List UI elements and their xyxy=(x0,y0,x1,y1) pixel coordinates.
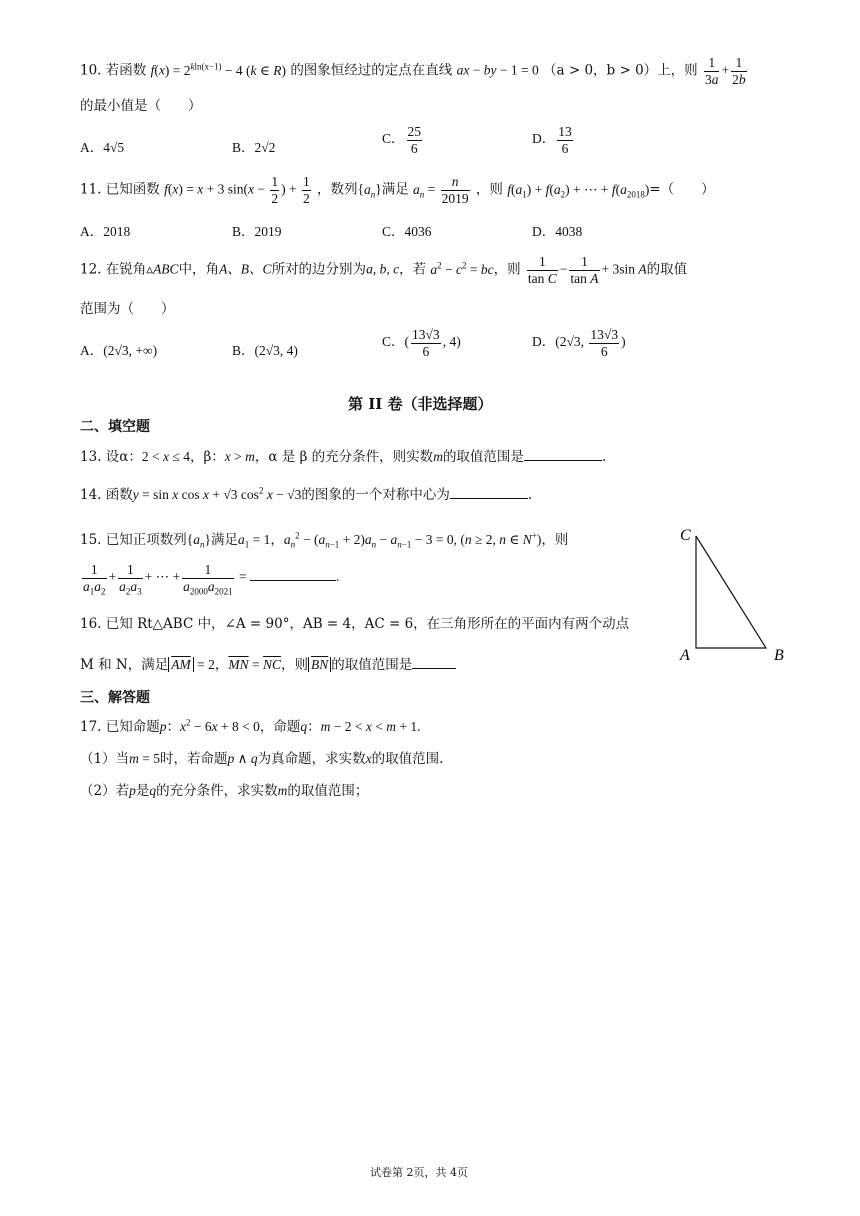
q13-line: 13. 设α：2 < x ≤ 4，β：x > m，α 是 β 的充分条件，则实数m的取值范围是 . xyxy=(80,445,606,465)
q10-fraction-2: $\frac{1}{2b}$ xyxy=(732,55,746,87)
part2-title: 第 II 卷（非选择题） xyxy=(348,395,493,413)
q16-answer-blank[interactable] xyxy=(412,654,456,669)
q16-line2: M 和 N，满足 $\overline{AM} = 2$，$\overline{MN} = \overline{NC}$，则 $\overline{BN}$ 的取值范围是 xyxy=(80,653,456,673)
q10-number: 10. xyxy=(80,62,102,79)
q11-option-a: A．2018 xyxy=(80,224,131,239)
q10-option-d: D． $\frac{13}{6}$ xyxy=(532,124,572,156)
right-triangle-figure xyxy=(676,522,796,668)
q10-text: 若函数 xyxy=(105,62,147,79)
q11-option-c: C．4036 xyxy=(382,224,432,239)
vertex-label-b: B xyxy=(774,647,784,664)
q11-line1: 11. 已知函数 f(x) = x + 3 sin(x − $\frac{1}{2}$ ) + $\frac{1}{2}$ ，数列$\{a_n\}$满足 $a_n$ = $\frac{n}{2019}$ ，则 $f(a_1) + f(a_2)$ + ⋯ + $f(a_{2018})=$（ ） xyxy=(80,174,715,206)
q17-part2: （2）若p是q的充分条件，求实数m的取值范围； xyxy=(80,783,369,799)
q10-line1: 10. 若函数 $f(x) = 2^{kln(x-1)} - 4$ (k ∈ R) 的图象恒经过的定点在直线 ax − by − 1 = 0 （a > 0，b > 0）上，则 $\frac{1}{3a}$ + $\frac{1}{2b}$ xyxy=(80,55,746,87)
q13-answer-blank[interactable] xyxy=(524,446,602,461)
q14-answer-blank[interactable] xyxy=(450,484,528,499)
vertex-label-a: A xyxy=(680,647,690,664)
q12-number: 12. xyxy=(80,261,102,278)
q10-option-b: B．2√2 xyxy=(232,140,276,155)
q15-line2: $\frac{1}{a_1a_2}$ + $\frac{1}{a_2a_3}$ + ⋯ + $\frac{1}{a_{2000}a_{2021}}$ = . xyxy=(83,562,340,597)
q16-line1: 16. 已知 Rt△ABC 中，∠A = 90°，AB = 4，AC = 6，在三角形所在的平面内有两个动点 xyxy=(80,616,630,632)
q11-number: 11. xyxy=(80,181,102,198)
q12-option-d: D．(2√3, $\frac{13√3}{6}$ ) xyxy=(532,327,626,359)
page-footer: 试卷第 2页，共 4页 xyxy=(370,1166,468,1179)
q12-line2: 范围为（ ） xyxy=(80,301,175,317)
q11-option-b: B．2019 xyxy=(232,224,282,239)
q11-option-d: D．4038 xyxy=(532,224,583,239)
q15-line1: 15. 已知正项数列$\{a_n\}$满足$a_1 = 1$，$a_n^2 - (a_{n-1} + 2)a_n - a_{n-1} - 3 = 0$, (n ≥ 2, n ∈ N+)，则 xyxy=(80,530,569,550)
q10-line2: 的最小值是（ ） xyxy=(80,98,202,114)
fill-in-section-title: 二、填空题 xyxy=(80,419,150,435)
q10-fraction-1: $\frac{1}{3a}$ xyxy=(704,55,719,87)
q12-option-c: C．( $\frac{13√3}{6}$ , 4) xyxy=(382,327,461,359)
q17-line1: 17. 已知命题p：$x^2 - 6x + 8 < 0$，命题q：m − 2 < x < m + 1. xyxy=(80,717,421,735)
q12-option-a: A．(2√3, +∞) xyxy=(80,343,158,358)
vertex-label-c: C xyxy=(680,527,691,544)
q10-option-c: C． $\frac{25}{6}$ xyxy=(382,124,422,156)
answer-section-title: 三、解答题 xyxy=(80,690,150,706)
q17-part1: （1）当m = 5时，若命题p ∧ q为真命题，求实数x的取值范围. xyxy=(80,751,444,767)
q12-line1: 12. 在锐角▵ABC中，角A、B、C所对的边分别为a, b, c，若 $a^2 - c^2$ = bc，则 $\frac{1}{\text{tan C}}$ − $\frac{1}{\text{tan A}}$ + 3sin A的取值 xyxy=(80,254,688,286)
q12-option-b: B．(2√3, 4) xyxy=(232,343,298,358)
q10-option-a: A．4√5 xyxy=(80,140,125,155)
q15-answer-blank[interactable] xyxy=(250,566,336,581)
q14-line: 14. 函数y = sin x cos x + √3 $\cos^2 x - √3$的图象的一个对称中心为 . xyxy=(80,485,533,503)
q10-function: f xyxy=(150,62,155,78)
